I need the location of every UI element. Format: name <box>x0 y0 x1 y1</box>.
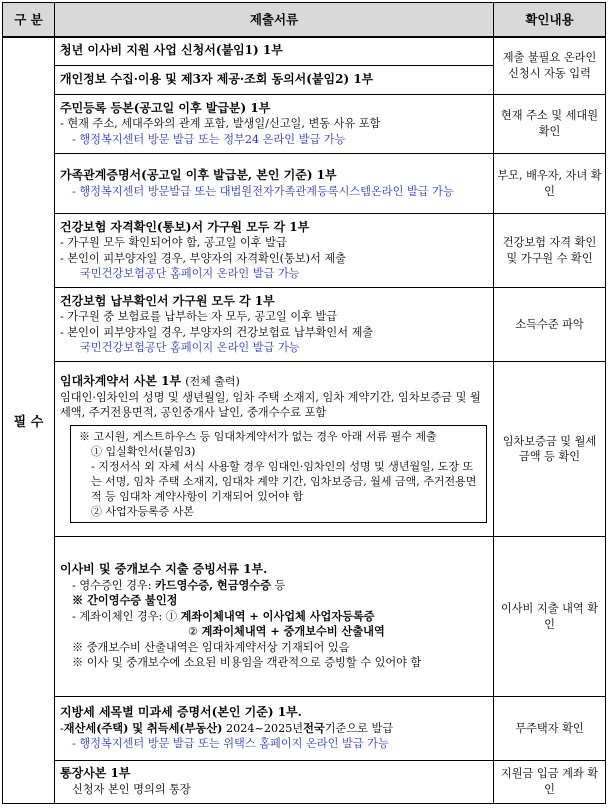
header-category: 구 분 <box>3 3 55 37</box>
table-row <box>3 214 606 288</box>
table-row <box>3 760 606 803</box>
confirm-no-house: 무주택자 확인 <box>494 696 606 760</box>
confirm-health-qualification: 건강보험 자격 확인 및 가구원 수 확인 <box>494 214 606 288</box>
doc-health-insurance-qualification: 건강보험 자격확인(통보)서 가구원 모두 각 1부 - 가구원 모두 확인되어야 함, 공고일 이후 발급 - 본인이 피부양자일 경우, 부양자의 자격확인(통보)서 제출 국민건강보험공단 홈페이지 온라인 발급 가능 <box>55 214 494 288</box>
table-row <box>3 537 606 697</box>
confirm-income: 소득수준 파악 <box>494 288 606 362</box>
doc-lease-contract: 임대차계약서 사본 1부 (전체 출력) 임대인·임차인의 성명 및 생년월일, 임차 주택 소재지, 임차 계약기간, 임차보증금 및 월세액, 주거전용면적, 공인중개사 날인, 중개수수료 포함 ※ 고시원, 게스트하우스 등 임대차계약서가 없는 경우 아래 서류 필수 제출 ① 입실확인서(붙임3) - 지정서식 외 자체 서식 사용할 경우 임대인·임차인의 성명 및 생년월일, 도장 또는 서명, 임차 주택 소재지, 임대차 계약 기간, 임차보증금, 월세 금액, 주거전용면적 등 임대차 계약사항이 기재되어 있어야 함 ② 사업자등록증 사본 <box>55 362 494 537</box>
confirm-family: 부모, 배우자, 자녀 확인 <box>494 154 606 214</box>
doc-moving-expense-proof: 이사비 및 중개보수 지출 증빙서류 1부. - 영수증인 경우: 카드영수증, 현금영수증 등 ※ 간이영수증 불인정 - 계좌이체인 경우: ① 계좌이체내역 + 이사업체 사업자등록증 ② 계좌이체내역 + 중개보수비 산출내역 ※ 중개보수비 산출내역은 임대차계약서상 기재되어 있음 ※ 이사 및 중개보수에 소요된 비용임을 객관적으로 증빙할 수 있어야 함 <box>55 537 494 697</box>
table-row <box>3 362 606 537</box>
required-documents-table <box>2 2 606 804</box>
header-documents: 제출서류 <box>55 3 494 37</box>
header-confirm: 확인내용 <box>494 3 606 37</box>
document-table-wrapper <box>2 2 606 804</box>
table-header-row <box>3 3 606 37</box>
table-row <box>3 94 606 154</box>
category-required: 필 수 <box>3 37 55 804</box>
doc-health-insurance-payment: 건강보험 납부확인서 가구원 모두 각 1부 - 가구원 중 보험료를 납부하는 자 모두, 공고일 이후 발급 - 본인이 피부양자일 경우, 부양자의 건강보험료 납부확인서 제출 국민건강보험공단 홈페이지 온라인 발급 가능 <box>55 288 494 362</box>
table-row <box>3 696 606 760</box>
doc-application-form: 청년 이사비 지원 사업 신청서(붙임1) 1부 <box>55 37 494 66</box>
doc-family-relation: 가족관계증명서(공고일 이후 발급분, 본인 기준) 1부 - 행정복지센터 방문발급 또는 대법원전자가족관계등록시스템온라인 발급 가능 <box>55 154 494 214</box>
table-row <box>3 288 606 362</box>
doc-privacy-consent: 개인정보 수집·이용 및 제3자 제공·조회 동의서(붙임2) 1부 <box>55 65 494 94</box>
lease-alternative-box: ※ 고시원, 게스트하우스 등 임대차계약서가 없는 경우 아래 서류 필수 제출 ① 입실확인서(붙임3) - 지정서식 외 자체 서식 사용할 경우 임대인·임차인의 성명 및 생년월일, 도장 또는 서명, 임차 주택 소재지, 임대차 계약 기간, 임차보증금, 월세 금액, 주거전용면적 등 임대차 계약사항이 기재되어 있어야 함 ② 사업자등록증 사본 <box>70 425 487 523</box>
confirm-bank-account: 지원금 입금 계좌 확인 <box>494 760 606 803</box>
doc-local-tax-certificate: 지방세 세목별 미과세 증명서(본인 기준) 1부. -재산세(주택) 및 취득세(부동산) 2024~2025년전국기준으로 발급 - 행정복지센터 방문 발급 또는 위택스 홈페이지 온라인 발급 가능 <box>55 696 494 760</box>
doc-resident-registration: 주민등록 등본(공고일 이후 발급분) 1부 - 현재 주소, 세대주와의 관계 포함, 발생일/신고일, 변동 사유 포함 - 행정복지센터 방문 발급 또는 정부24 온라인 발급 가능 <box>55 94 494 154</box>
confirm-lease: 임차보증금 및 월세 금액 등 확인 <box>494 362 606 537</box>
confirm-application: 제출 불필요 온라인 신청시 자동 입력 <box>494 37 606 95</box>
confirm-moving-expense: 이사비 지출 내역 확인 <box>494 537 606 697</box>
table-row <box>3 154 606 214</box>
table-row <box>3 37 606 66</box>
doc-bankbook-copy: 통장사본 1부 신청자 본인 명의의 통장 <box>55 760 494 803</box>
confirm-resident: 현재 주소 및 세대원 확인 <box>494 94 606 154</box>
